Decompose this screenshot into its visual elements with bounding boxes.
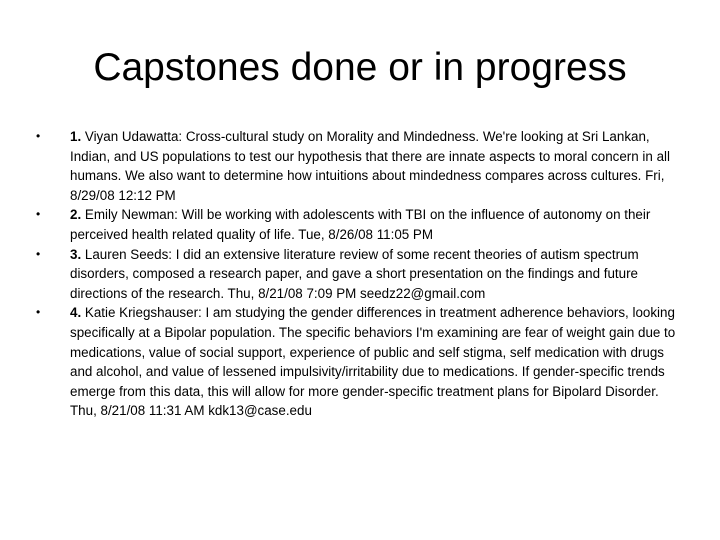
slide-title: Capstones done or in progress (93, 46, 627, 89)
item-text: Viyan Udawatta: Cross-cultural study on Morality and Mindedness. We're looking at Sri Lankan, Indian, and US populations to test our hypothesis that there are innate aspects to moral concern in all humans. We also want to determine how intuitions about mindedness compares across cultures. Fri, 8/29/08 12:12 PM (70, 129, 670, 203)
item-text: Emily Newman: Will be working with adolescents with TBI on the influence of autonomy on their perceived health related quality of life. Tue, 8/26/08 11:05 PM (70, 207, 651, 242)
bullet-icon: • (36, 246, 41, 261)
list-item (36, 127, 676, 205)
bullet-icon: • (36, 207, 41, 222)
bullet-icon: • (36, 129, 41, 143)
capstone-list (36, 127, 676, 421)
item-text: Katie Kriegshauser: I am studying the gender differences in treatment adherence behaviors, looking specifically at a Bipolar population. The specific behaviors I'm examining are fear of weight gain due to medications, value of social support, experience of public and self stigma, self medication with drugs and alcohol, and value of lessened impulsivity/irritability due to medications. If gender-specific trends emerge from this data, this will allow for more gender-specific treatment plans for Bipolard Disorder. Thu, 8/21/08 11:31 AM kdk13@case.edu (70, 305, 676, 419)
list-item (36, 303, 676, 421)
item-number: 2. (70, 207, 82, 223)
item-text: Lauren Seeds: I did an extensive literature review of some recent theories of autism spectrum disorders, composed a research paper, and gave a short presentation on the findings and future directions of the research. Thu, 8/21/08 7:09 PM seedz22@gmail.com (70, 246, 639, 301)
item-number: 1. (70, 129, 82, 144)
item-number: 4. (70, 305, 82, 321)
list-item (36, 245, 676, 304)
item-number: 3. (70, 246, 82, 262)
list-item (36, 205, 676, 244)
bullet-icon: • (36, 305, 41, 320)
